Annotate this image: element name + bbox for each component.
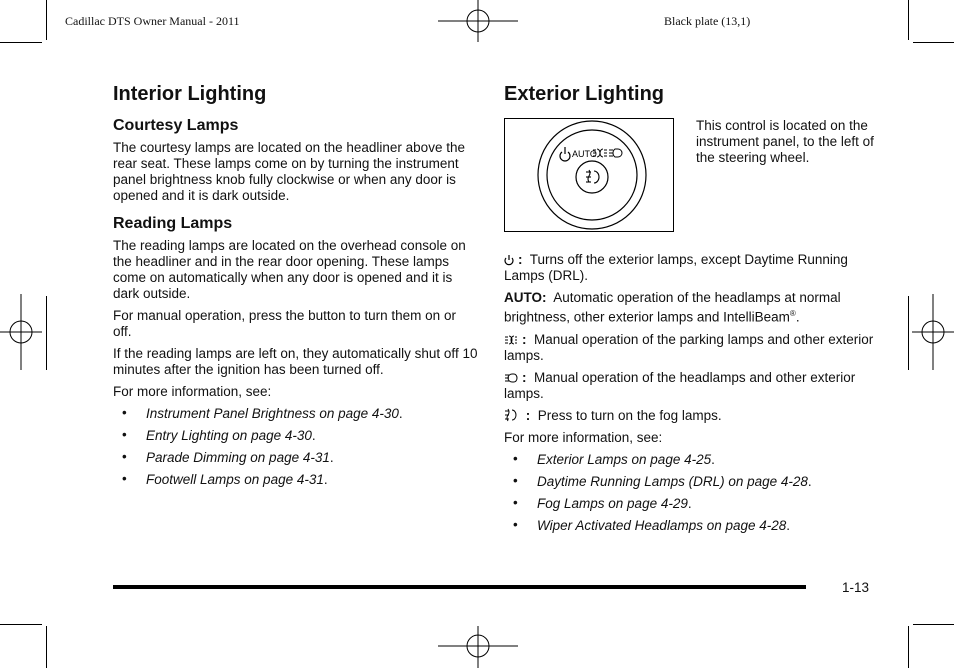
interior-reference-list bbox=[113, 406, 478, 488]
fog-lamp-icon bbox=[504, 408, 518, 422]
running-header: Cadillac DTS Owner Manual - 2011 bbox=[65, 14, 240, 28]
exterior-lamp-control-figure bbox=[504, 118, 674, 232]
reference-item[interactable]: • Entry Lighting on page 4-30. bbox=[122, 427, 316, 443]
auto-setting-text: AUTO: Automatic operation of the headlamps at normal brightness, other exterior lamps and IntelliBeam®. bbox=[504, 290, 841, 325]
registration-mark-bottom bbox=[438, 626, 518, 668]
headlamps-setting-text: : Manual operation of the headlamps and other exterior lamps. bbox=[504, 369, 856, 401]
reading-lamps-text: The reading lamps are located on the overhead console on the headliner and in the rear door opening. These lamps come on automatically when any door is opened and it is dark outside. bbox=[113, 238, 466, 301]
interior-lighting-section bbox=[113, 82, 478, 494]
reference-item[interactable]: • Instrument Panel Brightness on page 4-30. bbox=[122, 405, 403, 421]
figure-caption: This control is located on the instrument panel, to the left of the steering wheel. bbox=[696, 118, 874, 165]
exterior-lighting-section bbox=[504, 82, 874, 540]
reference-item[interactable]: • Exterior Lamps on page 4-25. bbox=[513, 450, 715, 467]
power-icon bbox=[560, 147, 570, 161]
footer-rule bbox=[113, 585, 806, 589]
parking-lamps-icon bbox=[504, 334, 518, 346]
reference-link[interactable]: Instrument Panel Brightness on page 4-30 bbox=[146, 406, 399, 421]
reference-item[interactable]: • Fog Lamps on page 4-29. bbox=[513, 494, 692, 511]
auto-label: AUTO bbox=[572, 149, 597, 159]
reference-link[interactable]: Parade Dimming on page 4-31 bbox=[146, 450, 330, 465]
courtesy-lamps-text: The courtesy lamps are located on the headliner above the rear seat. These lamps come on by turning the instrument panel brightness knob fully clockwise or when any door is opened and it is dark outside. bbox=[113, 140, 465, 203]
reference-link[interactable]: Entry Lighting on page 4-30 bbox=[146, 428, 312, 443]
off-setting-text: : Turns off the exterior lamps, except Daytime Running Lamps (DRL). bbox=[504, 252, 848, 283]
parking-lamps-icon bbox=[593, 149, 607, 157]
headlamps-icon bbox=[504, 372, 518, 384]
registration-mark-right bbox=[912, 294, 954, 370]
more-info-label: For more information, see: bbox=[113, 384, 272, 399]
fog-lamps-setting-text: : Press to turn on the fog lamps. bbox=[504, 408, 874, 424]
headlamps-icon bbox=[609, 149, 622, 157]
reference-item[interactable]: • Parade Dimming on page 4-31. bbox=[122, 449, 334, 465]
auto-shutoff-text: If the reading lamps are left on, they automatically shut off 10 minutes after the ignition has been turned off. bbox=[113, 346, 478, 377]
reference-link[interactable]: Fog Lamps on page 4-29 bbox=[537, 495, 688, 511]
registration-mark-top bbox=[438, 0, 518, 42]
more-info-label: For more information, see: bbox=[504, 429, 663, 445]
exterior-reference-list bbox=[504, 452, 874, 534]
reference-item[interactable]: • Daytime Running Lamps (DRL) on page 4-28. bbox=[513, 472, 812, 489]
section-title: Interior Lighting bbox=[113, 83, 267, 105]
manual-operation-text: For manual operation, press the button to turn them on or off. bbox=[113, 308, 456, 339]
reference-item[interactable]: • Footwell Lamps on page 4-31. bbox=[122, 471, 328, 487]
reference-link[interactable]: Daytime Running Lamps (DRL) on page 4-28 bbox=[537, 473, 808, 489]
power-icon bbox=[504, 254, 514, 266]
fog-lamp-icon bbox=[586, 170, 599, 183]
registration-mark-left bbox=[0, 294, 42, 370]
reference-link[interactable]: Wiper Activated Headlamps on page 4-28 bbox=[537, 517, 787, 533]
courtesy-lamps-heading: Courtesy Lamps bbox=[113, 117, 239, 134]
section-title: Exterior Lighting bbox=[504, 83, 664, 105]
reading-lamps-heading: Reading Lamps bbox=[113, 215, 233, 232]
reference-link[interactable]: Footwell Lamps on page 4-31 bbox=[146, 472, 324, 487]
reference-link[interactable]: Exterior Lamps on page 4-25 bbox=[537, 451, 712, 467]
reference-item[interactable]: • Wiper Activated Headlamps on page 4-28. bbox=[513, 516, 791, 533]
page-number: 1-13 bbox=[842, 580, 870, 595]
lamp-control-knob-illustration bbox=[505, 119, 672, 230]
plate-label: Black plate (13,1) bbox=[664, 14, 751, 28]
parking-lamps-setting-text: : Manual operation of the parking lamps and other exterior lamps. bbox=[504, 331, 874, 363]
